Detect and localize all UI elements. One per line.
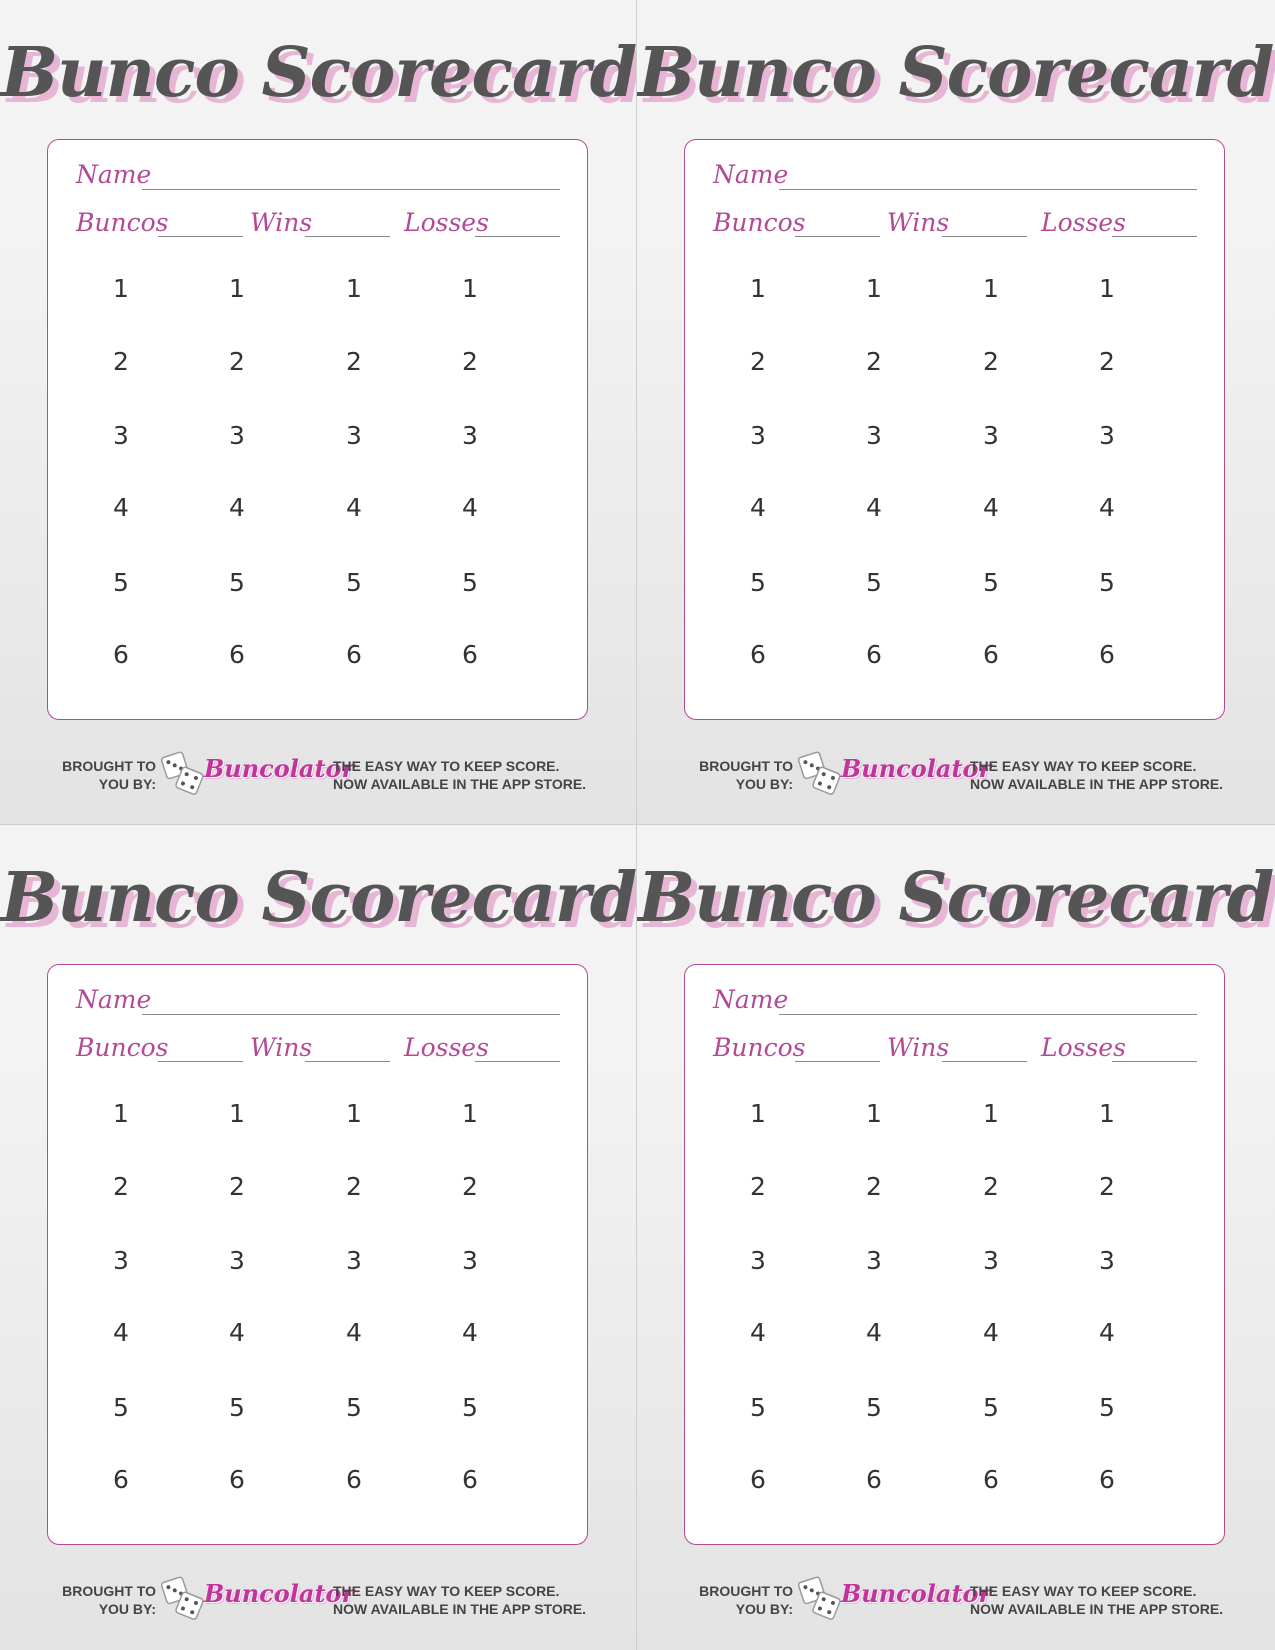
buncolator-logo (160, 1573, 355, 1628)
buncolator-logo (797, 1573, 992, 1628)
score-sheet (684, 139, 1225, 720)
wins-label: Wins (887, 208, 950, 237)
round-number: 3 (346, 421, 362, 450)
tagline: THE EASY WAY TO KEEP SCORE. NOW AVAILABLE IN THE APP STORE. (970, 1583, 1224, 1617)
round-number: 6 (229, 640, 245, 669)
round-number: 1 (346, 274, 362, 303)
round-number: 3 (983, 421, 999, 450)
losses-line[interactable] (1112, 236, 1197, 237)
scorecard (0, 0, 637, 825)
round-number: 3 (229, 421, 245, 450)
scorecard-title: Bunco Scorecard (0, 33, 637, 113)
round-number: 4 (1099, 1318, 1115, 1347)
round-number: 5 (229, 1393, 245, 1422)
round-number: 3 (866, 421, 882, 450)
round-number: 3 (1099, 1246, 1115, 1275)
round-number: 1 (113, 274, 129, 303)
name-line[interactable] (142, 1014, 560, 1015)
round-number: 3 (113, 421, 129, 450)
tagline: THE EASY WAY TO KEEP SCORE. NOW AVAILABLE IN THE APP STORE. (333, 1583, 587, 1617)
wins-line[interactable] (305, 1061, 390, 1062)
round-number: 4 (983, 493, 999, 522)
round-number: 3 (750, 421, 766, 450)
round-number: 4 (229, 1318, 245, 1347)
round-number: 2 (750, 347, 766, 376)
round-number: 1 (462, 274, 478, 303)
buncos-line[interactable] (158, 1061, 243, 1062)
buncolator-logo (160, 748, 355, 803)
round-number: 6 (462, 640, 478, 669)
round-number: 3 (1099, 421, 1115, 450)
round-number: 1 (346, 1099, 362, 1128)
score-sheet (47, 139, 588, 720)
round-number: 2 (983, 1172, 999, 1201)
round-number: 4 (1099, 493, 1115, 522)
footer (637, 1573, 1274, 1633)
brought-by-text: BROUGHT TO YOU BY: (62, 1583, 156, 1617)
scorecard (637, 0, 1275, 825)
round-number: 5 (462, 1393, 478, 1422)
round-number: 1 (113, 1099, 129, 1128)
round-number: 2 (346, 347, 362, 376)
brand-name: Buncolator (204, 1579, 355, 1608)
round-number: 4 (462, 493, 478, 522)
round-number: 1 (229, 274, 245, 303)
round-number: 5 (750, 1393, 766, 1422)
name-label: Name (713, 985, 789, 1014)
round-number: 5 (229, 568, 245, 597)
round-number: 1 (229, 1099, 245, 1128)
round-number: 1 (1099, 1099, 1115, 1128)
brought-by-text: BROUGHT TO YOU BY: (699, 1583, 793, 1617)
round-number: 5 (346, 568, 362, 597)
round-number: 5 (113, 568, 129, 597)
brand-name: Buncolator (841, 1579, 992, 1608)
wins-label: Wins (250, 208, 313, 237)
brand-name: Buncolator (841, 754, 992, 783)
round-number: 5 (346, 1393, 362, 1422)
round-number: 2 (229, 347, 245, 376)
round-number: 6 (866, 640, 882, 669)
round-number: 1 (983, 1099, 999, 1128)
round-number: 2 (866, 347, 882, 376)
round-number: 4 (229, 493, 245, 522)
scorecard-title: Bunco Scorecard (0, 858, 637, 938)
buncos-line[interactable] (158, 236, 243, 237)
round-number: 3 (983, 1246, 999, 1275)
footer (637, 748, 1274, 808)
round-number: 3 (866, 1246, 882, 1275)
round-number: 4 (113, 1318, 129, 1347)
brought-by-text: BROUGHT TO YOU BY: (62, 758, 156, 792)
round-number: 2 (113, 1172, 129, 1201)
round-number: 6 (113, 1465, 129, 1494)
round-number: 6 (750, 640, 766, 669)
round-number: 3 (346, 1246, 362, 1275)
round-number: 2 (1099, 1172, 1115, 1201)
wins-line[interactable] (942, 1061, 1027, 1062)
score-sheet (684, 964, 1225, 1545)
round-number: 5 (1099, 1393, 1115, 1422)
round-number: 4 (750, 493, 766, 522)
name-label: Name (76, 160, 152, 189)
score-sheet (47, 964, 588, 1545)
round-number: 2 (983, 347, 999, 376)
dice-icon (797, 750, 845, 798)
round-number: 2 (1099, 347, 1115, 376)
round-number: 5 (983, 1393, 999, 1422)
name-line[interactable] (779, 1014, 1197, 1015)
wins-label: Wins (250, 1033, 313, 1062)
wins-line[interactable] (305, 236, 390, 237)
buncos-label: Buncos (713, 208, 806, 237)
round-number: 5 (983, 568, 999, 597)
buncos-label: Buncos (713, 1033, 806, 1062)
dice-icon (797, 1575, 845, 1623)
round-number: 6 (346, 1465, 362, 1494)
round-number: 4 (346, 493, 362, 522)
losses-label: Losses (1041, 208, 1126, 237)
scorecard (0, 825, 637, 1650)
name-label: Name (713, 160, 789, 189)
footer (0, 748, 637, 808)
name-label: Name (76, 985, 152, 1014)
scorecard (637, 825, 1275, 1650)
round-number: 2 (113, 347, 129, 376)
round-number: 5 (462, 568, 478, 597)
round-number: 4 (983, 1318, 999, 1347)
round-number: 4 (866, 493, 882, 522)
wins-label: Wins (887, 1033, 950, 1062)
round-number: 1 (750, 274, 766, 303)
round-number: 1 (983, 274, 999, 303)
round-number: 3 (462, 1246, 478, 1275)
losses-line[interactable] (475, 236, 560, 237)
tagline: THE EASY WAY TO KEEP SCORE. NOW AVAILABLE IN THE APP STORE. (333, 758, 587, 792)
round-number: 4 (462, 1318, 478, 1347)
round-number: 2 (750, 1172, 766, 1201)
round-number: 6 (1099, 640, 1115, 669)
dice-icon (160, 1575, 208, 1623)
losses-label: Losses (404, 1033, 489, 1062)
round-number: 5 (1099, 568, 1115, 597)
round-number: 6 (462, 1465, 478, 1494)
brought-by-text: BROUGHT TO YOU BY: (699, 758, 793, 792)
wins-line[interactable] (942, 236, 1027, 237)
round-number: 1 (462, 1099, 478, 1128)
losses-label: Losses (1041, 1033, 1126, 1062)
brand-name: Buncolator (204, 754, 355, 783)
round-number: 2 (462, 1172, 478, 1201)
round-number: 4 (346, 1318, 362, 1347)
round-number: 4 (750, 1318, 766, 1347)
name-line[interactable] (779, 189, 1197, 190)
round-number: 3 (462, 421, 478, 450)
round-number: 1 (750, 1099, 766, 1128)
round-number: 1 (866, 274, 882, 303)
round-number: 1 (1099, 274, 1115, 303)
round-number: 4 (113, 493, 129, 522)
name-line[interactable] (142, 189, 560, 190)
round-number: 2 (346, 1172, 362, 1201)
round-number: 5 (750, 568, 766, 597)
round-number: 1 (866, 1099, 882, 1128)
round-number: 6 (229, 1465, 245, 1494)
buncos-line[interactable] (795, 1061, 880, 1062)
round-number: 5 (866, 568, 882, 597)
buncos-label: Buncos (76, 1033, 169, 1062)
round-number: 6 (983, 1465, 999, 1494)
losses-label: Losses (404, 208, 489, 237)
round-number: 3 (229, 1246, 245, 1275)
round-number: 2 (229, 1172, 245, 1201)
round-number: 2 (866, 1172, 882, 1201)
round-number: 5 (113, 1393, 129, 1422)
buncos-line[interactable] (795, 236, 880, 237)
round-number: 6 (346, 640, 362, 669)
dice-icon (160, 750, 208, 798)
footer (0, 1573, 637, 1633)
losses-line[interactable] (1112, 1061, 1197, 1062)
scorecard-title: Bunco Scorecard (637, 858, 1274, 938)
round-number: 2 (462, 347, 478, 376)
buncos-label: Buncos (76, 208, 169, 237)
scorecard-title: Bunco Scorecard (637, 33, 1274, 113)
round-number: 3 (750, 1246, 766, 1275)
round-number: 3 (113, 1246, 129, 1275)
round-number: 6 (983, 640, 999, 669)
buncolator-logo (797, 748, 992, 803)
round-number: 6 (866, 1465, 882, 1494)
tagline: THE EASY WAY TO KEEP SCORE. NOW AVAILABLE IN THE APP STORE. (970, 758, 1224, 792)
round-number: 6 (1099, 1465, 1115, 1494)
round-number: 6 (750, 1465, 766, 1494)
round-number: 4 (866, 1318, 882, 1347)
losses-line[interactable] (475, 1061, 560, 1062)
round-number: 6 (113, 640, 129, 669)
round-number: 5 (866, 1393, 882, 1422)
